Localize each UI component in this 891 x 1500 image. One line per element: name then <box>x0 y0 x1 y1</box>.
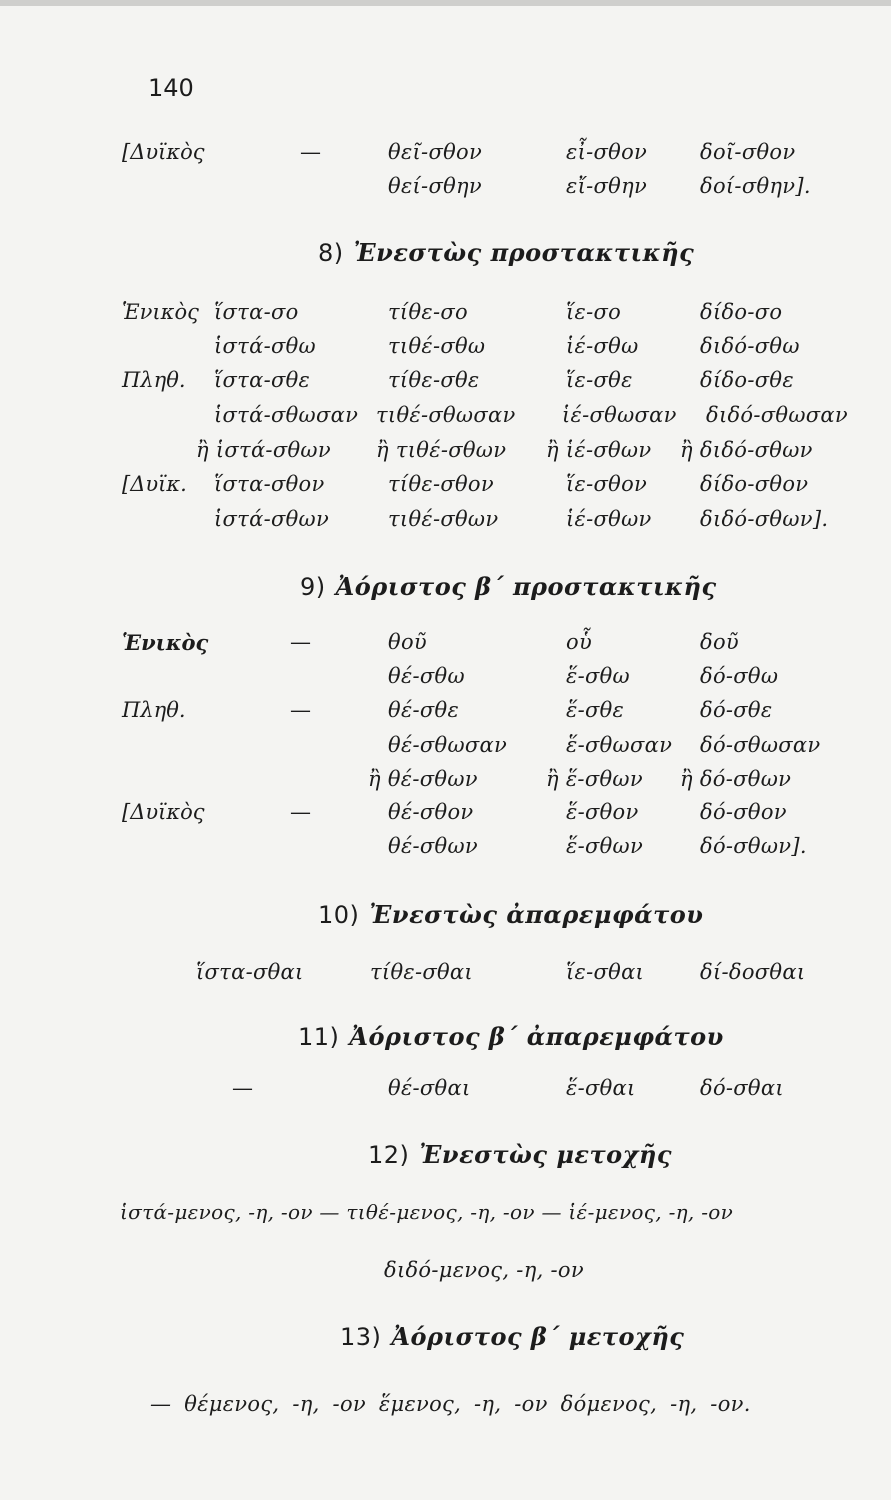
section-heading-9 <box>300 572 717 601</box>
form-cell: τιθέ-σθωσαν <box>376 403 516 427</box>
form-cell: ἱστά-σθων <box>214 507 330 531</box>
form-cell: ἕ-σθαι <box>566 1076 636 1100</box>
section-heading-10 <box>318 900 703 929</box>
form-cell: δοί-σθην]. <box>700 174 811 198</box>
form-cell: ἵστα-σθον <box>214 472 325 496</box>
form-cell: θέ-σθωσαν <box>388 733 508 757</box>
form-cell: ἢ ἕ-σθων <box>546 767 643 791</box>
form-cell: δί-δοσθαι <box>700 960 806 984</box>
plural-label: Πληθ. <box>122 368 186 392</box>
section-heading-12 <box>368 1140 672 1169</box>
form-cell: δίδο-σο <box>700 300 783 324</box>
section-heading-13 <box>340 1322 684 1351</box>
form-cell: ἱστά-σθω <box>214 334 316 358</box>
form-cell: θεί-σθην <box>388 174 482 198</box>
section-number: 13) <box>340 1323 382 1351</box>
section-title: Ἐνεστὼς μετοχῆς <box>419 1140 672 1169</box>
dash: — <box>290 800 311 824</box>
form-cell: εἴ-σθην <box>566 174 648 198</box>
dash: — <box>300 140 321 164</box>
form-cell: οὗ <box>566 630 593 654</box>
form-cell: δοῦ <box>700 630 739 654</box>
section-title: Ἀόριστος β΄ μετοχῆς <box>391 1322 685 1351</box>
participle-line: — θέμενος, -η, -ον ἕμενος, -η, -ον δόμενος, -η, -ον. <box>150 1392 751 1416</box>
section-heading-11 <box>298 1022 724 1051</box>
form-cell: ἕ-σθω <box>566 664 630 688</box>
form-cell: θέ-σθε <box>388 698 460 722</box>
form-cell: ἱέ-σθωσαν <box>562 403 677 427</box>
form-cell: ἵστα-σο <box>214 300 299 324</box>
form-cell: θέ-σθων <box>388 834 478 858</box>
form-cell: ἵε-σο <box>566 300 622 324</box>
form-cell: δό-σθων]. <box>700 834 807 858</box>
form-cell: θοῦ <box>388 630 427 654</box>
form-cell: τιθέ-σθων <box>388 507 499 531</box>
dash: — <box>290 698 311 722</box>
form-cell: διδό-σθων]. <box>700 507 829 531</box>
section-number: 12) <box>368 1141 410 1169</box>
participle-line: διδό-μενος, -η, -ον <box>384 1258 584 1282</box>
form-cell: δό-σθον <box>700 800 787 824</box>
form-cell: ἵε-σθαι <box>566 960 645 984</box>
form-cell: ἕ-σθων <box>566 834 644 858</box>
section-title: Ἀόριστος β΄ προστακτικῆς <box>335 572 717 601</box>
form-cell: δό-σθαι <box>700 1076 784 1100</box>
form-cell: ἢ θέ-σθων <box>368 767 478 791</box>
form-cell: δίδο-σθον <box>700 472 809 496</box>
form-cell: δό-σθω <box>700 664 779 688</box>
form-cell: τίθε-σθε <box>388 368 480 392</box>
form-cell: ἵε-σθε <box>566 368 633 392</box>
form-cell: θέ-σθον <box>388 800 474 824</box>
form-cell: ἱέ-σθω <box>566 334 639 358</box>
page-number: 140 <box>148 74 194 102</box>
dual-label: [Δυϊκὸς <box>122 140 205 164</box>
form-cell: δίδο-σθε <box>700 368 794 392</box>
section-heading-8 <box>318 238 694 267</box>
form-cell: δοῖ-σθον <box>700 140 796 164</box>
section-number: 8) <box>318 239 344 267</box>
form-cell: τιθέ-σθω <box>388 334 486 358</box>
form-cell: θέ-σθω <box>388 664 465 688</box>
form-cell: ἵε-σθον <box>566 472 648 496</box>
form-cell: εἶ-σθον <box>566 140 648 164</box>
dash: — <box>290 630 311 654</box>
form-cell: διδό-σθω <box>700 334 800 358</box>
dual-label: [Δυϊκὸς <box>122 800 205 824</box>
form-cell: ἢ διδό-σθων <box>680 438 813 462</box>
section-title: Ἐνεστὼς ἀπαρεμφάτου <box>369 900 704 929</box>
form-cell: ἱστά-σθωσαν <box>214 403 359 427</box>
form-cell: ἢ ἱέ-σθων <box>546 438 652 462</box>
form-cell: ἢ ἱστά-σθων <box>196 438 331 462</box>
form-cell: θέ-σθαι <box>388 1076 471 1100</box>
participle-line: ἱστά-μενος, -η, -ον — τιθέ-μενος, -η, -ον — ἱέ-μενος, -η, -ον <box>120 1200 734 1224</box>
form-cell: τίθε-σο <box>388 300 468 324</box>
form-cell: ἱέ-σθων <box>566 507 652 531</box>
section-number: 9) <box>300 573 326 601</box>
form-cell: τίθε-σθον <box>388 472 494 496</box>
form-cell: ἢ τιθέ-σθων <box>376 438 507 462</box>
form-cell: θεῖ-σθον <box>388 140 483 164</box>
dual-label: [Δυϊκ. <box>122 472 187 496</box>
form-cell: ἕ-σθον <box>566 800 639 824</box>
form-cell: ἕ-σθωσαν <box>566 733 673 757</box>
singular-label: Ἑνικὸς <box>122 300 199 324</box>
form-cell: ἢ δό-σθων <box>680 767 792 791</box>
form-cell: δό-σθωσαν <box>700 733 821 757</box>
section-number: 11) <box>298 1023 340 1051</box>
plural-label: Πληθ. <box>122 698 186 722</box>
dash: — <box>232 1076 253 1100</box>
form-cell: ἵστα-σθε <box>214 368 311 392</box>
form-cell: διδό-σθωσαν <box>706 403 848 427</box>
singular-label: Ἑνικὸς <box>122 630 209 655</box>
form-cell: ἵστα-σθαι <box>196 960 304 984</box>
form-cell: δό-σθε <box>700 698 773 722</box>
section-title: Ἐνεστὼς προστακτικῆς <box>353 238 695 267</box>
form-cell: τίθε-σθαι <box>370 960 473 984</box>
section-number: 10) <box>318 901 360 929</box>
form-cell: ἕ-σθε <box>566 698 625 722</box>
page-top-edge <box>0 0 891 6</box>
section-title: Ἀόριστος β΄ ἀπαρεμφάτου <box>349 1022 724 1051</box>
